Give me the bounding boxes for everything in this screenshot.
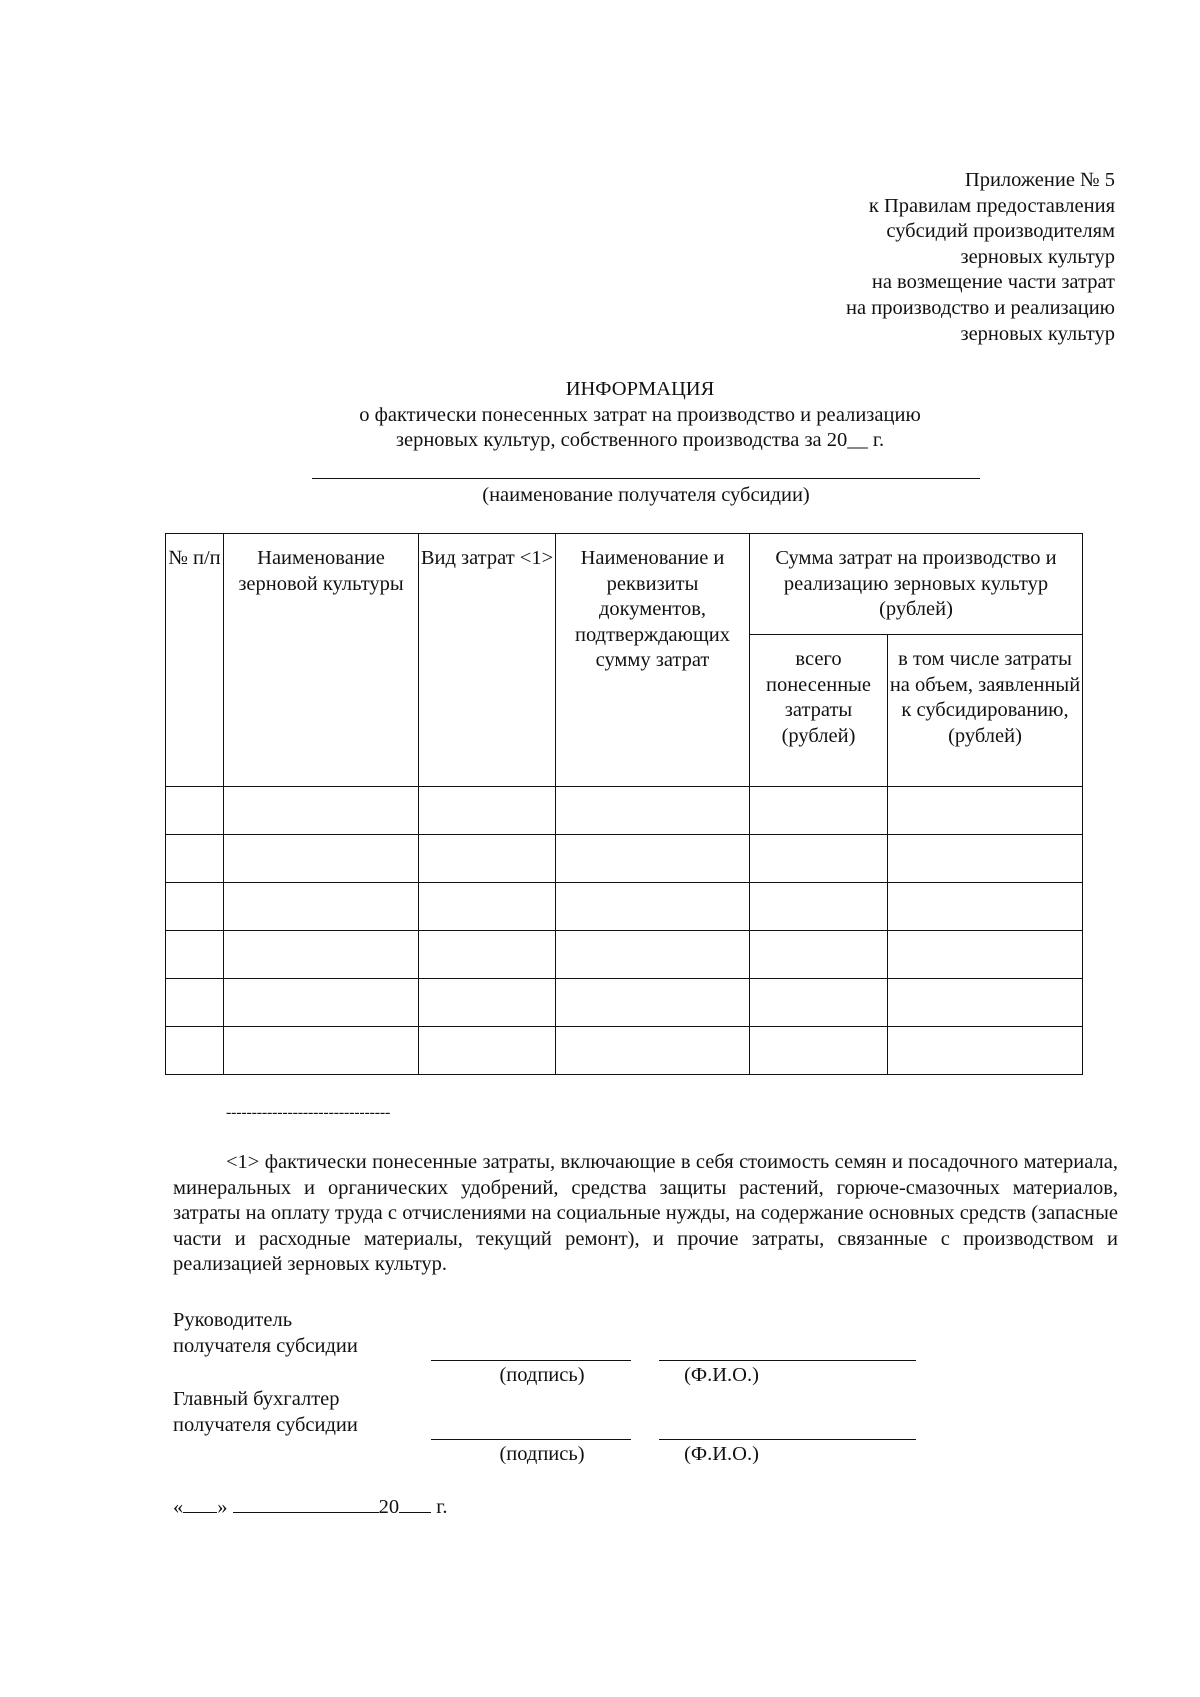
appendix-line: на производство и реализацию (846, 296, 1115, 319)
document-title: ИНФОРМАЦИЯ (565, 378, 715, 400)
table-cell[interactable] (750, 835, 888, 883)
date-close-quote: » (217, 1496, 228, 1518)
table-cell[interactable] (888, 835, 1083, 883)
head-signature-caption: (подпись) (499, 1364, 585, 1386)
date-open-quote: « (173, 1496, 184, 1518)
appendix-note (846, 168, 1115, 347)
table-cell[interactable] (750, 883, 888, 931)
date-year-prefix: 20 (378, 1496, 400, 1518)
table-cell[interactable] (556, 931, 750, 979)
header-crop-name: Наименование зерновой культуры (224, 534, 419, 787)
table-cell[interactable] (750, 1027, 888, 1075)
table-cell[interactable] (166, 1027, 224, 1075)
table-cell[interactable] (166, 787, 224, 835)
table-cell[interactable] (224, 883, 419, 931)
date-year-suffix: г. (436, 1496, 448, 1518)
table-cell[interactable] (419, 931, 556, 979)
recipient-name-line[interactable] (312, 478, 980, 479)
header-total-costs: всего понесенные затраты (рублей) (750, 635, 888, 787)
date-line (173, 1494, 447, 1519)
head-signature-label (173, 1308, 358, 1359)
header-cost-type: Вид затрат <1> (419, 534, 556, 787)
table-cell[interactable] (888, 787, 1083, 835)
table-cell[interactable] (166, 835, 224, 883)
costs-table (165, 533, 1083, 1075)
head-name-line[interactable] (659, 1360, 916, 1361)
header-subsidy-costs: в том числе затраты на объем, заявленный к субсидированию, (рублей) (888, 635, 1083, 787)
table-cell[interactable] (166, 931, 224, 979)
table-row (166, 787, 1083, 835)
head-label-line2: получателя субсидии (173, 1334, 358, 1357)
table-cell[interactable] (888, 931, 1083, 979)
appendix-line: на возмещение части затрат (871, 271, 1115, 294)
table-cell[interactable] (419, 883, 556, 931)
table-cell[interactable] (750, 931, 888, 979)
table-row (166, 931, 1083, 979)
table-row (166, 835, 1083, 883)
accountant-name-caption: (Ф.И.О.) (684, 1443, 759, 1465)
document-title-block (0, 377, 1200, 454)
head-label-line1: Руководитель (173, 1309, 293, 1331)
accountant-signature-line[interactable] (431, 1439, 631, 1440)
table-cell[interactable] (888, 979, 1083, 1027)
header-documents: Наименование и реквизиты документов, подтверждающих сумму затрат (556, 534, 750, 787)
appendix-line: субсидий производителям (886, 220, 1115, 243)
table-row (166, 979, 1083, 1027)
table-cell[interactable] (888, 1027, 1083, 1075)
date-month-blank[interactable] (233, 1494, 379, 1513)
head-name-caption: (Ф.И.О.) (684, 1364, 759, 1386)
table-cell[interactable] (224, 835, 419, 883)
table-cell[interactable] (419, 835, 556, 883)
appendix-line: зерновых культур (960, 322, 1115, 345)
table-cell[interactable] (888, 883, 1083, 931)
table-row (166, 883, 1083, 931)
table-cell[interactable] (750, 787, 888, 835)
document-subtitle-line1: о фактически понесенных затрат на производство и реализацию (359, 403, 921, 426)
table-cell[interactable] (166, 979, 224, 1027)
accountant-label-line2: получателя субсидии (173, 1413, 358, 1436)
table-cell[interactable] (224, 787, 419, 835)
table-cell[interactable] (419, 1027, 556, 1075)
document-subtitle-line2: зерновых культур, собственного производства за 20__ г. (395, 429, 885, 451)
table-row (166, 1027, 1083, 1075)
header-costs-group: Сумма затрат на производство и реализацию зерновых культур (рублей) (750, 534, 1083, 635)
table-cell[interactable] (224, 979, 419, 1027)
table-cell[interactable] (556, 787, 750, 835)
date-day-blank[interactable] (183, 1494, 217, 1513)
table-cell[interactable] (556, 979, 750, 1027)
header-number: № п/п (166, 534, 224, 787)
appendix-line: к Правилам предоставления (868, 194, 1115, 217)
date-year-blank[interactable] (399, 1494, 431, 1513)
accountant-name-line[interactable] (659, 1439, 916, 1440)
table-cell[interactable] (419, 787, 556, 835)
accountant-signature-caption: (подпись) (499, 1443, 585, 1465)
recipient-caption: (наименование получателя субсидии) (482, 484, 810, 506)
table-cell[interactable] (750, 979, 888, 1027)
table-cell[interactable] (556, 1027, 750, 1075)
footnote-separator: -------------------------------- (226, 1104, 391, 1121)
table-cell[interactable] (419, 979, 556, 1027)
appendix-line: зерновых культур (960, 245, 1115, 268)
head-signature-line[interactable] (431, 1360, 631, 1361)
accountant-signature-label (173, 1387, 358, 1438)
table-cell[interactable] (166, 883, 224, 931)
table-cell[interactable] (556, 883, 750, 931)
table-cell[interactable] (224, 931, 419, 979)
footnote-text: <1> фактически понесенные затраты, включающие в себя стоимость семян и посадочного материала, минеральных и органических удобрений, средства защиты растений, горюче-смазочных материалов, затраты на оплату труда с отчислениями на социальные нужды, на содержание основных средств (запасные части и расходные материалы, текущий ремонт), и прочие затраты, связанные с производством и реализацией зерновых культур. (173, 1151, 1118, 1276)
appendix-line: Приложение № 5 (964, 169, 1115, 191)
accountant-label-line1: Главный бухгалтер (173, 1388, 340, 1410)
table-cell[interactable] (556, 835, 750, 883)
table-cell[interactable] (224, 1027, 419, 1075)
